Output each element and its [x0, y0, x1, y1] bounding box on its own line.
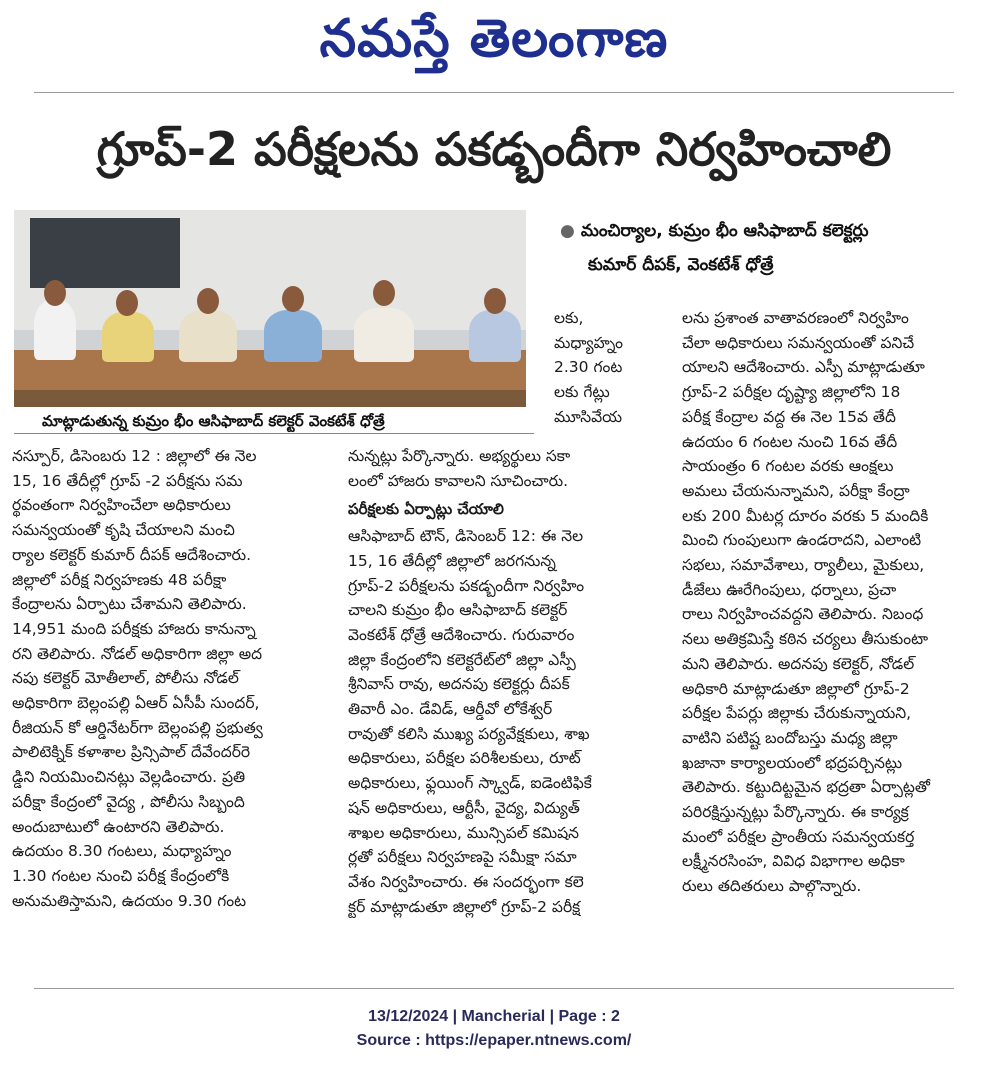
column-1: నస్పూర్, డిసెంబరు 12 : జిల్లాలో ఈ నెల 15, 16 తేదీల్లో గ్రూప్ -2 పరీక్షను సమ ర్థవంతంగా నిర్వహించేలా అధికారులు సమన్వయంతో కృషి చేయాలని మంచి ర్యాల కలెక్టర్ కుమార్ దీపక్ ఆదేశించారు. జిల్లాలో పరీక్ష నిర్వహణకు 48 పరీక్షా కేంద్రాలను ఏర్పాటు చేశామని తెలిపారు. 14,951 మంది పరీక్షకు హాజరు కానున్నా రని తెలిపారు. నోడల్ అధికారిగా జిల్లా అద నపు కలెక్టర్ మోతీలాల్, పోలీసు నోడల్ అధికారిగా బెల్లంపల్లి ఏఆర్ ఏసీపీ సుందర్, రీజియన్ కో ఆర్డినేటర్‌గా బెల్లంపల్లి ప్రభుత్వ పాలిటెక్నిక్ కళాశాల ప్రిన్సిపాల్ దేవేందర్‌రె డ్డిని నియమించినట్లు వెల్లడించారు. ప్రతి పరీక్షా కేంద్రంలో వైద్య , పోలీసు సిబ్బంది అందుబాటులో ఉంటారని తెలిపారు. ఉదయం 8.30 గంటలు, మధ్యాహ్నం 1.30 గంటల నుంచి పరీక్ష కేంద్రంలోకి అనుమతిస్తామని, ఉదయం 9.30 గంట: [12, 447, 263, 910]
footer-date-edition: 13/12/2024 | Mancherial | Page : 2: [368, 1008, 620, 1025]
footer-source-link[interactable]: Source : https://epaper.ntnews.com/: [356, 1032, 632, 1049]
column-2: నున్నట్లు పేర్కొన్నారు. అభ్యర్థులు సకా లంలో హాజరు కావాలని సూచించారు. పరీక్షలకు ఏర్పాట్లు చేయాలి ఆసిఫాబాద్ టౌన్, డిసెంబర్ 12: ఈ నెల 15, 16 తేదీల్లో జిల్లాలో జరగనున్న గ్రూప్-2 పరీక్షలను పకడ్బందీగా నిర్వహిం చాలని కుమ్రం భీం ఆసిఫాబాద్ కలెక్టర్ వెంకటేశ్ ధోత్రే ఆదేశించారు. గురువారం జిల్లా కేంద్రంలోని కలెక్టరేట్‌లో జిల్లా ఎస్పీ శ్రీనివాస్ రావు, అదనపు కలెక్టర్లు దీపక్ తివారీ ఎం. డేవిడ్, ఆర్డీవో లోకేశ్వర్ రావుతో కలిసి ముఖ్య పర్యవేక్షకులు, శాఖ అధికారులు, పరీక్షల పరిశీలకులు, రూట్ అధికారులు, ఫ్లయింగ్ స్క్వాడ్, ఐడెంటిఫికే షన్ అధికారులు, ఆర్టీసీ, వైద్య, విద్యుత్ శాఖల అధికారులు, మున్సిపల్ కమిషన ర్లతో పరీక్షలు నిర్వహణపై సమీక్షా సమా వేశం నిర్వహించారు. ఈ సందర్భంగా కలె క్టర్ మాట్లాడుతూ జిల్లాలో గ్రూప్-2 పరీక్ష: [348, 444, 668, 919]
masthead-rule: [34, 92, 954, 93]
column-3: లను ప్రశాంత వాతావరణంలో నిర్వహిం చేలా అధికారులు సమన్వయంతో పనిచే యాలని ఆదేశించారు. ఎస్పీ మాట్లాడుతూ గ్రూప్-2 పరీక్షల దృష్ట్యా జిల్లాలోని 18 పరీక్ష కేంద్రాల వద్ద ఈ నెల 15వ తేదీ ఉదయం 6 గంటల నుంచి 16వ తేదీ సాయంత్రం 6 గంటల వరకు ఆంక్షలు అమలు చేయనున్నామని, పరీక్షా కేంద్రా లకు 200 మీటర్ల దూరం వరకు 5 మందికి మించి గుంపులుగా ఉండరాదని, ఎలాంటి సభలు, సమావేశాలు, ర్యాలీలు, మైకులు, డీజేలు ఊరేగింపులు, ధర్నాలు, ప్రచా రాలు నిర్వహించవద్దని తెలిపారు. నిబంధ నలు అతిక్రమిస్తే కఠిన చర్యలు తీసుకుంటా మని తెలిపారు. అదనపు కలెక్టర్, నోడల్ అధికారి మాట్లాడుతూ జిల్లాలో గ్రూప్-2 పరీక్షల పేపర్లు జిల్లాకు చేరుకున్నాయని, వాటిని పటిష్ట బందోబస్తు మధ్య జిల్లా ఖజానా కార్యాలయంలో భద్రపర్చినట్లు తెలిపారు. కట్టుదిట్టమైన భద్రతా ఏర్పాట్లతో పరిరక్షిస్తున్నట్లు పేర్కొన్నారు. ఈ కార్యక్ర మంలో పరీక్షల ప్రాంతీయ సమన్వయకర్త లక్ష్మీనరసింహ, వివిధ విభాగాల అధికా రులు తదితరులు పాల్గొన్నారు.: [682, 309, 931, 896]
subheading-1: ● మంచిర్యాల, కుమ్రం భీం ఆసిఫాబాద్ కలెక్టర్లు: [560, 221, 869, 241]
subheading-2: కుమార్ దీపక్, వెంకటేశ్ ధోత్రే: [588, 255, 774, 275]
masthead: నమస్తే తెలంగాణ: [319, 8, 669, 69]
section-subheading: పరీక్షలకు ఏర్పాట్లు చేయాలి: [348, 500, 504, 519]
footer-rule: [34, 988, 954, 989]
headline: గ్రూప్-2 పరీక్షలను పకడ్బందీగా నిర్వహించాలి: [96, 122, 892, 176]
news-photo: [14, 210, 526, 407]
column-2-top: లకు, మధ్యాహ్నం 2.30 గంట లకు గేట్లు మూసివేయ: [554, 309, 623, 426]
photo-caption: మాట్లాడుతున్న కుమ్రం భీం ఆసిఫాబాద్ కలెక్టర్ వెంకటేశ్ ధోత్రే: [14, 408, 534, 434]
